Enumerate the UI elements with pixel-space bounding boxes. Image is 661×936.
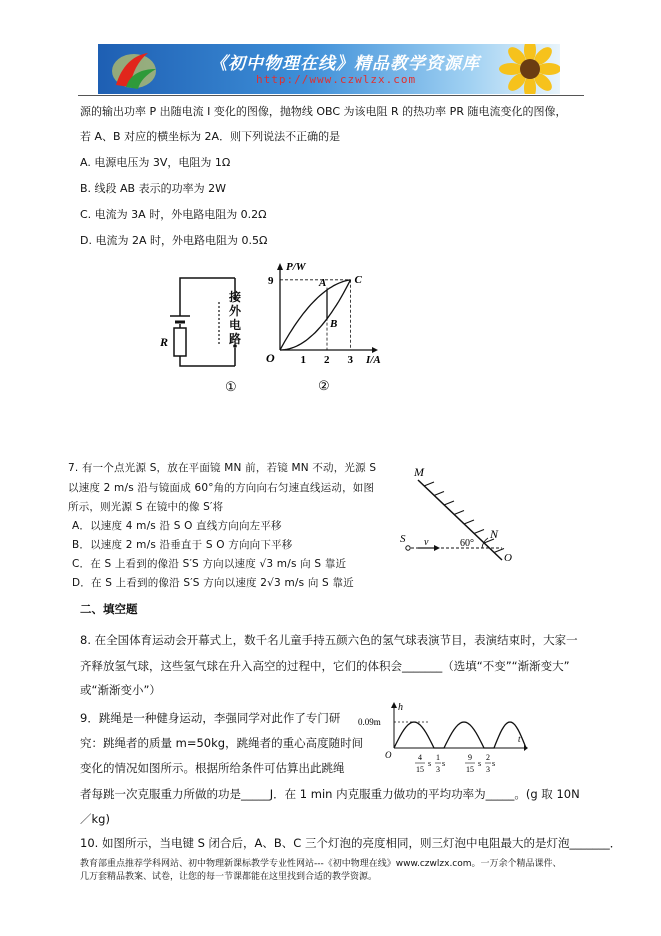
height-curve — [394, 722, 526, 748]
graph-origin: O — [266, 351, 275, 365]
resistor-symbol — [174, 328, 186, 356]
banner-title: 《初中物理在线》精品教学资源库 — [210, 54, 480, 74]
svg-text:s: s — [492, 759, 496, 768]
svg-text:2: 2 — [486, 753, 490, 762]
graph-axis-h: h — [398, 702, 403, 713]
svg-text:s: s — [478, 759, 482, 768]
figure2-caption: ② — [318, 378, 330, 393]
q9-line5: ／kg) — [80, 812, 110, 826]
footer-line2: 几万套精品教案、试卷，让您的每一节课都能在这里找到合适的教学资源。 — [80, 872, 378, 882]
point-b-label: B — [330, 317, 338, 330]
q9-line1: 9．跳绳是一种健身运动，李强同学对此作了专门研 — [80, 711, 341, 725]
logo-icon — [104, 47, 164, 91]
point-a-label: A — [319, 276, 327, 289]
mirror-label-n: N — [490, 527, 499, 541]
source-label-s: S — [400, 533, 406, 545]
resistor-power-curve — [280, 280, 351, 350]
q8-line2: 齐释放氢气球，这些氢气球在升入高空的过程中，它们的体积会_______（选填“不变”“渐渐变大” — [80, 659, 570, 673]
header-banner — [98, 44, 560, 94]
svg-text:3: 3 — [436, 765, 440, 774]
q6-option-d: D. 电流为 2A 时，外电路电阻为 0.5Ω — [80, 234, 268, 247]
q6-stem-line2: 若 A、B 对应的横坐标为 2A．则下列说法不正确的是 — [80, 130, 341, 143]
mirror-label-m: M — [414, 468, 424, 479]
q7-stem-line3: 所示，则光源 S 在镜中的像 S′将 — [68, 501, 224, 513]
svg-text:s: s — [428, 759, 432, 768]
q8-line1: 8. 在全国体育运动会开幕式上，数千名儿童手持五颜六色的氢气球表演节目，表演结束时，大家一 — [80, 633, 578, 647]
velocity-label-v: v — [424, 537, 429, 548]
q7-mirror-figure — [390, 468, 540, 568]
q7-option-a: A．以速度 4 m/s 沿 S O 直线方向向左平移 — [72, 520, 282, 532]
graph-x-label: I/A — [366, 354, 381, 366]
q6-pi-graph — [262, 258, 402, 398]
q6-stem-line1: 源的输出功率 P 出随电流 I 变化的图像，抛物线 OBC 为该电阻 R 的热功率 PR 随电流变化的图像， — [80, 105, 567, 118]
graph-axis-t: t — [518, 734, 521, 744]
graph-time-ticks — [415, 753, 495, 774]
angle-label: 60° — [460, 538, 474, 549]
graph-y-tick-9: 9 — [268, 274, 274, 287]
svg-text:15: 15 — [416, 765, 424, 774]
svg-text:s: s — [442, 759, 446, 768]
graph-y-label: P/W — [286, 261, 306, 273]
figure1-caption: ① — [225, 379, 237, 394]
external-circuit-label: 接外电路 — [229, 290, 242, 346]
y-axis-arrow — [277, 263, 283, 270]
header-rule — [78, 95, 584, 96]
q7-stem-line1: 7. 有一个点光源 S，放在平面镜 MN 前，若镜 MN 不动，光源 S — [68, 462, 377, 474]
q7-option-c: C．在 S 上看到的像沿 S′S 方向以速度 √3 m/s 向 S 靠近 — [72, 558, 347, 570]
footer-line1: 教育部重点推荐学科网站、初中物理新课标教学专业性网站---《初中物理在线》www.czwlzx.com。一万余个精品课件、 — [80, 859, 562, 869]
point-label-o: O — [504, 552, 512, 564]
sunflower-icon — [490, 44, 560, 94]
resistor-label: R — [160, 335, 169, 349]
q6-option-c: C. 电流为 3A 时，外电路电阻为 0.2Ω — [80, 208, 267, 221]
q7-option-b: B．以速度 2 m/s 沿垂直于 S O 方向向下平移 — [72, 539, 293, 551]
banner-url[interactable]: http://www.czwlzx.com — [256, 73, 417, 86]
q9-line4: 者每跳一次克服重力所做的功是_____J．在 1 min 内克服重力做功的平均功率为_____。(g 取 10N — [80, 787, 580, 801]
graph-x-tick-1: 1 — [300, 354, 306, 366]
x-axis-arrow — [372, 347, 378, 353]
svg-text:1: 1 — [436, 753, 440, 762]
q6-option-b: B. 线段 AB 表示的功率为 2W — [80, 182, 226, 195]
total-power-curve — [280, 280, 351, 350]
graph-x-tick-3: 3 — [347, 354, 353, 366]
q6-option-a: A. 电源电压为 3V，电阻为 1Ω — [80, 156, 231, 169]
q10-line1: 10. 如图所示，当电键 S 闭合后，A、B、C 三个灯泡的亮度相同，则三灯泡中电阻最大的是灯泡_______． — [80, 836, 622, 850]
q9-line2: 究：跳绳者的质量 m=50kg，跳绳者的重心高度随时间 — [80, 736, 364, 750]
svg-text:3: 3 — [486, 765, 490, 774]
q9-height-time-graph — [358, 702, 528, 780]
graph-origin: O — [385, 750, 392, 760]
q7-stem-line2: 以速度 2 m/s 沿与镜面成 60°角的方向向右匀速直线运动，如图 — [68, 482, 375, 494]
q8-line3: 或“渐渐变小”） — [80, 683, 161, 697]
svg-text:15: 15 — [466, 765, 474, 774]
q6-circuit-figure — [150, 268, 260, 398]
graph-x-tick-2: 2 — [324, 354, 330, 366]
point-c-label: C — [354, 273, 362, 286]
section-heading: 二、填空题 — [80, 602, 138, 616]
graph-height-label: 0.09m — [358, 717, 381, 727]
q9-line3: 变化的情况如图所示。根据所给条件可估算出此跳绳 — [80, 761, 345, 775]
svg-text:9: 9 — [468, 753, 472, 762]
svg-text:4: 4 — [418, 753, 422, 762]
q7-option-d: D．在 S 上看到的像沿 S′S 方向以速度 2√3 m/s 向 S 靠近 — [72, 577, 354, 589]
